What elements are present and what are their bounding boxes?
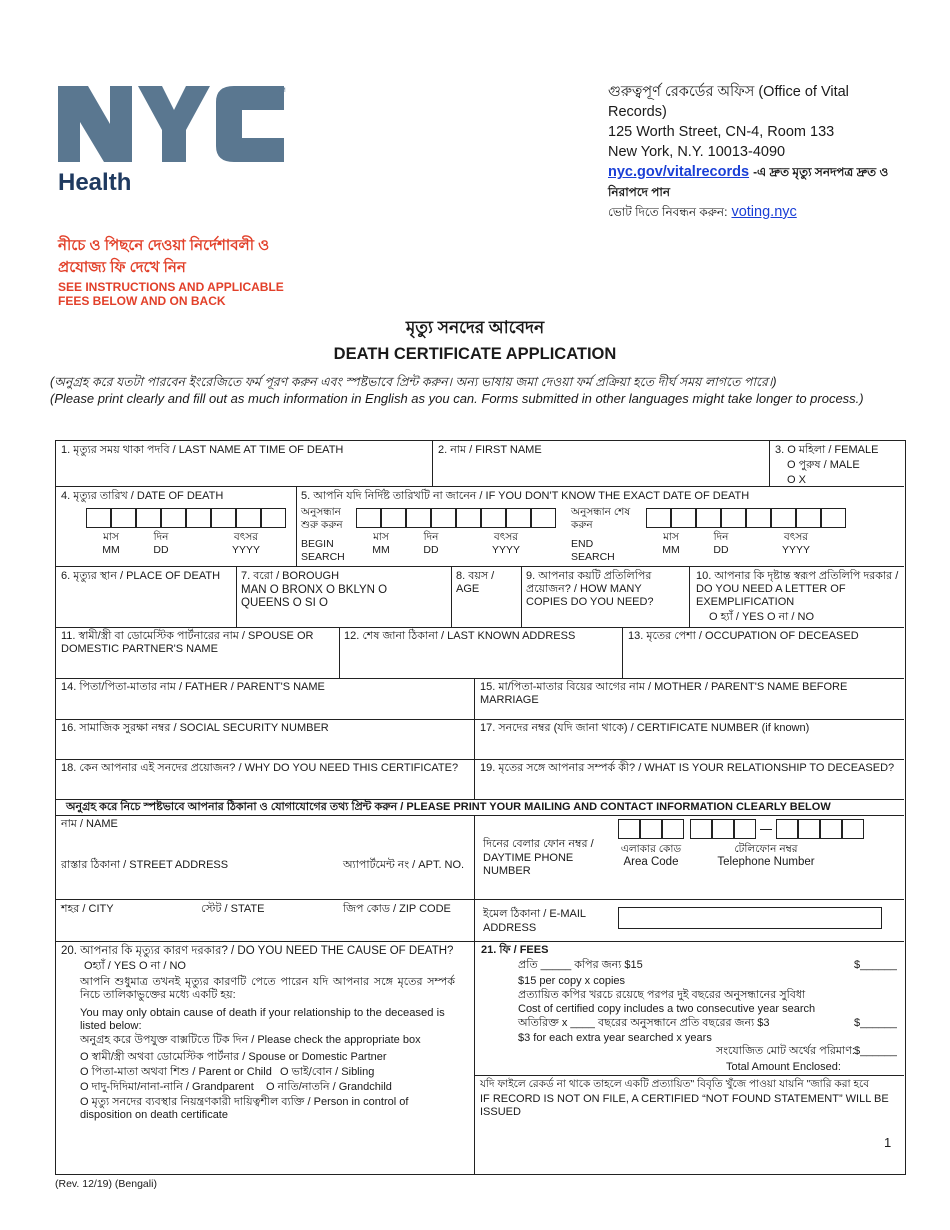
dod-mm-en: MM [102, 544, 120, 556]
age-label: 8. বয়স / AGE [456, 570, 495, 595]
contact-bar: অনুগ্রহ করে নিচে স্পষ্টভাবে আপনার ঠিকানা ও যোগাযোগের তথ্য প্রিন্ট করুন / PLEASE PRINT YOUR MAILING AND CONTACT INFORMATION CLEARLY BELOW [56, 800, 904, 815]
end-yyyy-bn: বৎসর [783, 531, 809, 543]
control-option[interactable]: O মৃত্যু সনদের ব্যবস্থার নিয়ন্ত্রণকারী দায়িত্বশীল ব্যক্তি / Person in control of disposition on death certificate [80, 1096, 409, 1121]
email-input[interactable] [618, 907, 882, 929]
begin-mm-bn: মাস [373, 531, 389, 543]
exemplification-label: 10. আপনার কি দৃষ্টান্ত স্বরূপ প্রতিলিপি দরকার / DO YOU NEED A LETTER OF EXEMPLIFICATION [696, 570, 899, 608]
total-en: Total Amount Enclosed: [726, 1061, 841, 1073]
ssn-label: 16. সামাজিক সুরক্ষা নম্বর / SOCIAL SECURITY NUMBER [61, 722, 329, 734]
state-label: স্টেট / STATE [201, 903, 265, 915]
instructions-en-line-2: FEES BELOW AND ON BACK [58, 294, 226, 308]
application-form [55, 440, 906, 1175]
last-address-label: 12. শেষ জানা ঠিকানা / LAST KNOWN ADDRESS [344, 630, 576, 642]
sibling-option[interactable]: O ভাই/বোন / Sibling [280, 1066, 375, 1078]
instructions-english [58, 280, 318, 308]
address-line-2: New York, N.Y. 10013-4090 [608, 144, 786, 160]
certified-note-bn: প্রত্যায়িত কপির খরচে রয়েছে পরপর দুই বছরের অনুসন্ধানের সুবিধা [518, 989, 806, 1001]
logo-health-text: Health [58, 169, 132, 194]
email-label-en: ADDRESS [483, 922, 537, 934]
note-english: (Please print clearly and fill out as much information in English as you can. Forms submitted in other languages might take longer to process.) [50, 391, 864, 406]
per-copy-bn: প্রতি _____ কপির জন্য $15 [518, 959, 643, 971]
office-name: গুরুত্বপূর্ণ রেকর্ডের অফিস (Office of Vital Records) [608, 84, 849, 120]
dod-dd-bn: দিন [153, 531, 169, 543]
page-number: 1 [884, 1135, 892, 1150]
sex-x-option[interactable]: O X [787, 474, 806, 486]
dod-yyyy-en: YYYY [231, 544, 260, 556]
city-label: শহর / CITY [61, 903, 114, 915]
area-code-en: Area Code [623, 856, 679, 868]
nyc-logo-icon [58, 84, 298, 194]
cause-title: 20. আপনার কি মৃত্যুর কারণ দরকার? / DO YOU NEED THE CAUSE OF DEATH? [61, 945, 454, 957]
first-name-label: 2. নাম / FIRST NAME [438, 444, 542, 456]
note-bengali: (অনুগ্রহ করে যতটা পারবেন ইংরেজিতে ফর্ম পূরণ করুন এবং স্পষ্টভাবে প্রিন্ট করুন। অন্য ভাষায় জমা দেওয়া ফর্ম প্রক্রিয়া হতে দীর্ঘ সময় লাগতে পারে।) [50, 375, 777, 389]
cause-check-note: অনুগ্রহ করে উপযুক্ত বাক্সটিতে টিক দিন / Please check the appropriate box [80, 1034, 421, 1046]
per-copy-en: $15 per copy x copies [518, 975, 626, 987]
end-yyyy-en: YYYY [781, 544, 810, 556]
vote-label: ভোট দিতে নিবন্ধন করুন: [608, 205, 728, 219]
revision-note: (Rev. 12/19) (Bengali) [55, 1178, 157, 1190]
cert-number-label: 17. সনদের নম্বর (যদি জানা থাকে) / CERTIFICATE NUMBER (if known) [480, 722, 810, 734]
instructions-bengali [58, 235, 318, 279]
unknown-date-label: 5. আপনি যদি নির্দিষ্ট তারিখটি না জানেন / IF YOU DON'T KNOW THE EXACT DATE OF DEATH [301, 490, 750, 502]
borough-options-2[interactable]: QUEENS O SI O [241, 597, 328, 609]
telephone-en: Telephone Number [717, 856, 815, 868]
dod-mm-bn: মাস [103, 531, 119, 543]
cause-desc-en: You may only obtain cause of death if your relationship to the deceased is listed below: [80, 1007, 445, 1032]
father-label: 14. পিতা/পিতা-মাতার নাম / FATHER / PARENT'S NAME [61, 681, 325, 693]
spouse-option[interactable]: O স্বামী/স্ত্রী অথবা ডোমেস্টিক পার্টনার / Spouse or Domestic Partner [80, 1051, 387, 1063]
total-amount[interactable]: $______ [854, 1045, 897, 1057]
sex-female-option[interactable]: 3. O মহিলা / FEMALE [775, 444, 879, 456]
occupation-label: 13. মৃতের পেশা / OCCUPATION OF DECEASED [628, 630, 859, 642]
end-dd-en: DD [713, 544, 729, 556]
total-bn: সংযোজিত মোট অর্থের পরিমাণ: [716, 1045, 855, 1057]
street-label: রাস্তার ঠিকানা / STREET ADDRESS [61, 859, 229, 871]
extra-year-bn: অতিরিক্ত x ____ বছরের অনুসন্ধানে প্রতি বছরের জন্য $3 [518, 1017, 770, 1029]
trademark-mark: TM [277, 88, 286, 94]
begin-mm-en: MM [372, 544, 390, 556]
last-name-label: 1. মৃত্যুর সময় থাকা পদবি / LAST NAME AT TIME OF DEATH [61, 444, 344, 456]
instructions-bn-line-1: নীচে ও পিছনে দেওয়া নির্দেশাবলী ও [58, 237, 270, 254]
title-bengali: মৃত্যু সনদের আবেদন [405, 318, 545, 337]
begin-dd-en: DD [423, 544, 439, 556]
exemplification-options[interactable]: O হ্যাঁ / YES O না / NO [709, 611, 815, 623]
spouse-label: 11. স্বামী/স্ত্রী বা ডোমেস্টিক পার্টনারের নাম / SPOUSE OR DOMESTIC PARTNER'S NAME [61, 630, 314, 655]
extra-amount[interactable]: $______ [854, 1017, 897, 1029]
sex-male-option[interactable]: O পুরুষ / MALE [787, 459, 860, 471]
instructions-en-line-1: SEE INSTRUCTIONS AND APPLICABLE [58, 280, 284, 294]
telephone-bn: টেলিফোন নম্বর [734, 843, 798, 855]
vital-records-link[interactable]: nyc.gov/vitalrecords [608, 164, 750, 180]
fees-title: 21. ফি / FEES [481, 944, 549, 956]
grandchild-option[interactable]: O নাতি/নাতনি / Grandchild [266, 1081, 392, 1093]
phone-label-en: DAYTIME PHONE NUMBER [483, 852, 574, 877]
relationship-label: 19. মৃতের সঙ্গে আপনার সম্পর্ক কী? / WHAT IS YOUR RELATIONSHIP TO DECEASED? [480, 762, 895, 774]
voting-link[interactable]: voting.nyc [731, 204, 797, 220]
extra-year-en: $3 for each extra year searched x years [518, 1032, 712, 1044]
website-note: -এ দ্রুত মৃত্যু সনদপত্র দ্রুত ও নিরাপদে পান [608, 165, 889, 199]
office-info [608, 82, 908, 222]
why-need-label: 18. কেন আপনার এই সনদের প্রয়োজন? / WHY DO YOU NEED THIS CERTIFICATE? [61, 762, 459, 774]
date-of-death-label: 4. মৃত্যুর তারিখ / DATE OF DEATH [61, 490, 224, 502]
dod-yyyy-bn: বৎসর [233, 531, 259, 543]
begin-yyyy-en: YYYY [491, 544, 520, 556]
copies-amount[interactable]: $______ [854, 959, 897, 971]
title-english: DEATH CERTIFICATE APPLICATION [333, 345, 617, 363]
area-code-bn: এলাকার কোড [620, 843, 682, 855]
end-mm-en: MM [662, 544, 680, 556]
cause-options[interactable]: Oহ্যাঁ / YES O না / NO [84, 960, 186, 972]
borough-options-1[interactable]: MAN O BRONX O BKLYN O [241, 584, 388, 596]
dod-dd-en: DD [153, 544, 169, 556]
address-line-1: 125 Worth Street, CN-4, Room 133 [608, 124, 835, 140]
nyc-health-logo [58, 84, 298, 194]
begin-yyyy-bn: বৎসর [493, 531, 519, 543]
instructions-bn-line-2: প্রযোজ্য ফি দেখে নিন [58, 259, 186, 276]
name-label: নাম / NAME [61, 818, 118, 830]
end-search-bn: অনুসন্ধান শেষ করুন [571, 506, 631, 531]
begin-search-en: BEGIN SEARCH [301, 538, 345, 563]
begin-search-bn: অনুসন্ধান শুরু করুন [301, 506, 343, 531]
end-dd-bn: দিন [713, 531, 729, 543]
email-label-bn: ইমেল ঠিকানা / E-MAIL [483, 908, 587, 920]
end-search-en: END SEARCH [571, 538, 615, 563]
cause-desc-bn: আপনি শুধুমাত্র তখনই মৃত্যুর কারণটি পেতে পারেন যদি আপনার সঙ্গে মৃতের সম্পর্ক নিচে তালিকাভুক্তের মধ্যে একটি হয়: [80, 976, 455, 1001]
not-found-en: IF RECORD IS NOT ON FILE, A CERTIFIED “NOT FOUND STATEMENT” WILL BE ISSUED [480, 1093, 889, 1118]
mother-label: 15. মা/পিতা-মাতার বিয়ের আগের নাম / MOTHER / PARENT'S NAME BEFORE MARRIAGE [480, 681, 848, 706]
phone-label-bn: দিনের বেলার ফোন নম্বর / [483, 838, 594, 850]
end-mm-bn: মাস [663, 531, 679, 543]
not-found-bn: যদি ফাইলে রেকর্ড না থাকে তাহলে একটি প্রত্যায়িত" বিবৃতি খুঁজে পাওয়া যায়নি "জারি করা হবে [480, 1078, 870, 1090]
borough-label: 7. বরো / BOROUGH [241, 570, 340, 582]
certified-note-en: Cost of certified copy includes a two consecutive year search [518, 1003, 816, 1015]
parent-option[interactable]: O পিতা-মাতা অথবা শিশু / Parent or Child [80, 1066, 272, 1078]
copies-label: 9. আপনার কয়টি প্রতিলিপির প্রয়োজন? / HOW MANY COPIES DO YOU NEED? [526, 570, 654, 608]
zip-label: জিপ কোড / ZIP CODE [343, 903, 451, 915]
begin-dd-bn: দিন [423, 531, 439, 543]
place-of-death-label: 6. মৃত্যুর স্থান / PLACE OF DEATH [61, 570, 221, 582]
grandparent-option[interactable]: O দাদু-দিদিমা/নানা-নানি / Grandparent [80, 1081, 254, 1093]
apt-label: অ্যাপার্টমেন্ট নং / APT. NO. [343, 859, 465, 871]
